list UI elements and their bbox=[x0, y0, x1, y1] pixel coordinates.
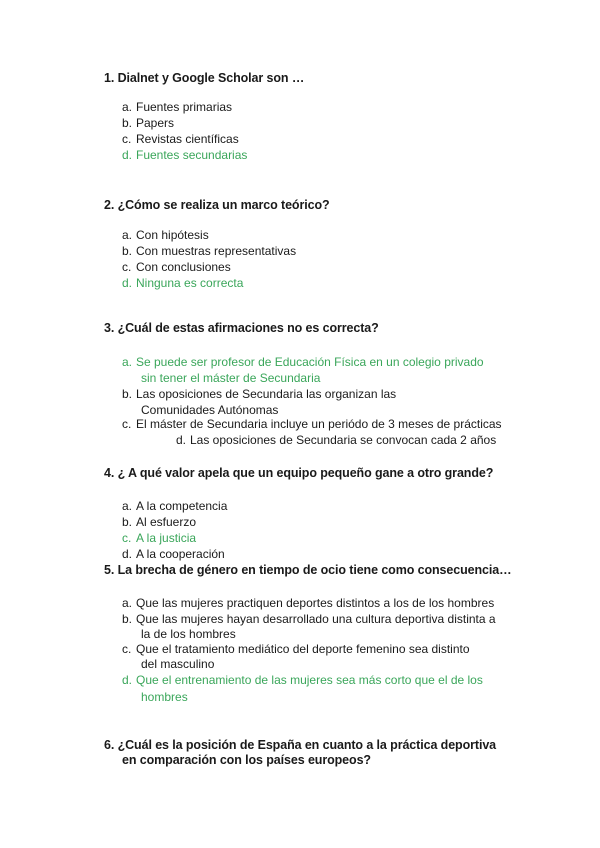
q5-option-d-continuation: hombres bbox=[141, 690, 188, 704]
question-6-title-continuation: en comparación con los países europeos? bbox=[122, 753, 371, 767]
q5-option-d-correct: d. Que el entrenamiento de las mujeres sea más corto que el de los bbox=[122, 673, 483, 687]
question-4-title: 4. ¿ A qué valor apela que un equipo pequeño gane a otro grande? bbox=[104, 466, 494, 480]
q5-option-b-continuation: la de los hombres bbox=[141, 627, 236, 641]
q2-option-c: c. Con conclusiones bbox=[122, 260, 231, 274]
q2-option-d-correct: d. Ninguna es correcta bbox=[122, 276, 244, 290]
q2-option-b: b. Con muestras representativas bbox=[122, 244, 297, 258]
q4-option-b: b. Al esfuerzo bbox=[122, 515, 197, 529]
q4-option-d: d. A la cooperación bbox=[122, 547, 225, 561]
q3-option-b: b. Las oposiciones de Secundaria las organizan las bbox=[122, 387, 397, 401]
q3-option-d: d. Las oposiciones de Secundaria se convocan cada 2 años bbox=[176, 433, 497, 447]
q3-option-c: c. El máster de Secundaria incluye un periódo de 3 meses de prácticas bbox=[122, 417, 502, 431]
q5-option-c-continuation: del masculino bbox=[141, 657, 215, 671]
question-2-title: 2. ¿Cómo se realiza un marco teórico? bbox=[104, 198, 330, 212]
q5-option-b: b. Que las mujeres hayan desarrollado una cultura deportiva distinta a bbox=[122, 612, 496, 626]
q5-option-c: c. Que el tratamiento mediático del deporte femenino sea distinto bbox=[122, 642, 470, 656]
question-1-title: 1. Dialnet y Google Scholar son … bbox=[104, 71, 305, 85]
q3-option-a-correct: a. Se puede ser profesor de Educación Física en un colegio privado bbox=[122, 355, 484, 369]
q1-option-d-correct: d. Fuentes secundarias bbox=[122, 148, 248, 162]
question-6-title: 6. ¿Cuál es la posición de España en cuanto a la práctica deportiva bbox=[104, 738, 497, 752]
q5-option-a: a. Que las mujeres practiquen deportes distintos a los de los hombres bbox=[122, 596, 495, 610]
q1-option-a: a. Fuentes primarias bbox=[122, 100, 233, 114]
q2-option-a: a. Con hipótesis bbox=[122, 228, 209, 242]
question-5-title: 5. La brecha de género en tiempo de ocio tiene como consecuencia… bbox=[104, 563, 512, 577]
question-3-title: 3. ¿Cuál de estas afirmaciones no es correcta? bbox=[104, 321, 379, 335]
q4-option-c-correct: c. A la justicia bbox=[122, 531, 197, 545]
q3-option-b-continuation: Comunidades Autónomas bbox=[141, 403, 279, 417]
q1-option-c: c. Revistas científicas bbox=[122, 132, 239, 146]
q3-option-a-continuation: sin tener el máster de Secundaria bbox=[141, 371, 321, 385]
q4-option-a: a. A la competencia bbox=[122, 499, 228, 513]
q1-option-b: b. Papers bbox=[122, 116, 175, 130]
